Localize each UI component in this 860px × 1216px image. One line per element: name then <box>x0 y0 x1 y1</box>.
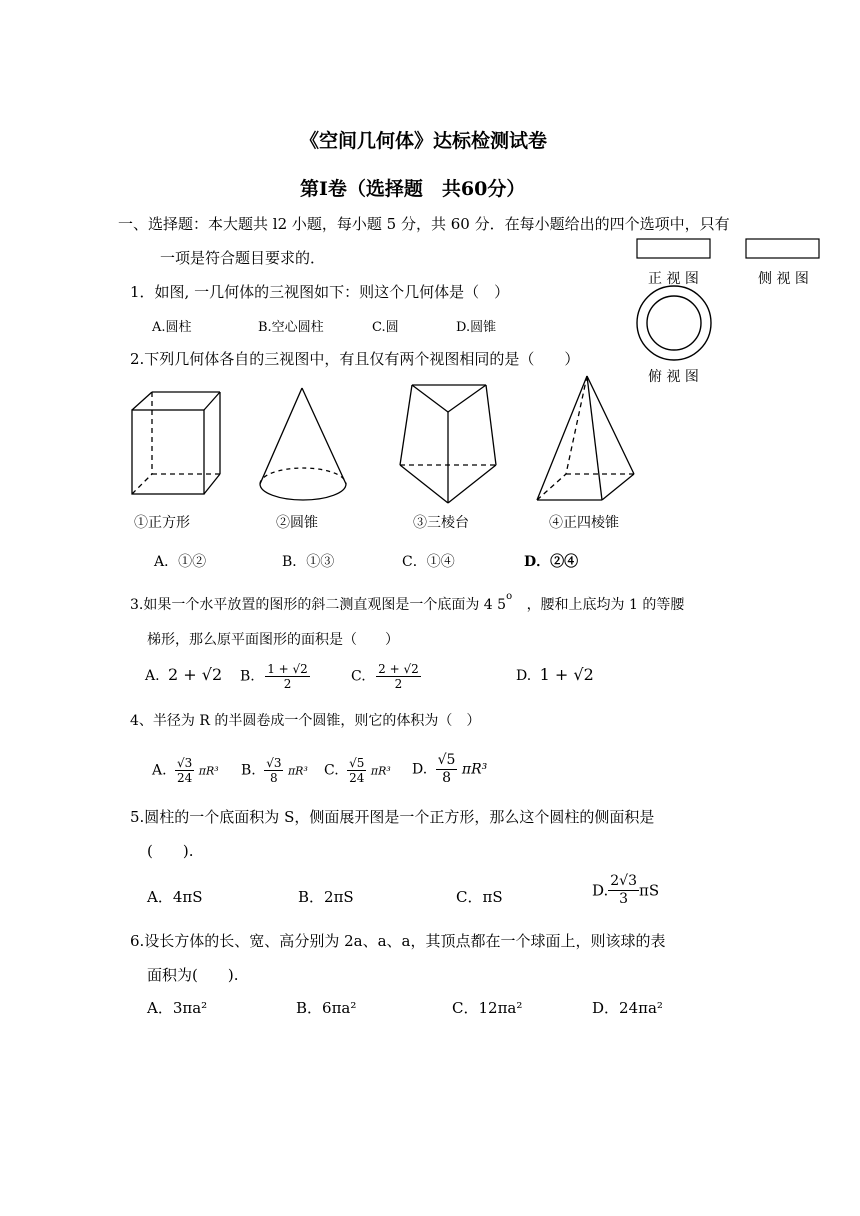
q3-option-c-denominator: 2 <box>394 677 403 691</box>
q4-option-a-tail: πR³ <box>198 764 219 778</box>
frustum-figure <box>400 385 496 503</box>
q4-option-c-numerator: √5 <box>349 756 365 770</box>
q5-stem: 5.圆柱的一个底面积为 S，侧面展开图是一个正方形，那么这个圆柱的侧面积是 <box>130 808 655 826</box>
q2-figure-label-2: ②圆锥 <box>276 515 318 531</box>
q4-option-b <box>241 756 308 785</box>
q6-option-b: B．6πa² <box>296 999 357 1017</box>
front-view-label: 正 视 图 <box>648 271 699 287</box>
q1-option-a: A.圆柱 <box>152 320 192 335</box>
q5-option-c: C．πS <box>456 888 503 906</box>
q6-option-a: A．3πa² <box>147 999 208 1017</box>
q3-option-b-letter: B. <box>240 668 255 685</box>
q3-option-a-value: 2 + √2 <box>168 665 223 684</box>
q3-option-d-value: 1 + √2 <box>539 665 594 684</box>
q3-stem-text-b: ，腰和上底均为 1 的等腰 <box>526 597 685 613</box>
q6-stem-tail: 面积为( ). <box>147 966 239 984</box>
q1-option-c: C.圆 <box>372 320 399 335</box>
section-intro-line1: 一、选择题：本大题共 l2 小题，每小题 5 分，共 60 分．在每小题给出的四个选项中，只有 <box>118 215 730 233</box>
q3-option-d <box>516 665 594 684</box>
top-view-label: 俯 视 图 <box>648 369 699 385</box>
q3-option-b-numerator: 1 + √2 <box>267 662 308 676</box>
q2-figure-label-4: ④正四棱锥 <box>549 515 619 531</box>
q5-option-d-denominator: 3 <box>619 891 629 907</box>
q4-option-d <box>412 752 487 787</box>
q2-option-d: D．②④ <box>524 554 579 570</box>
pyramid-figure <box>537 376 634 500</box>
section-intro-line2: 一项是符合题目要求的． <box>160 249 326 267</box>
q3-degree-mark: o <box>506 591 513 603</box>
cone-figure <box>260 388 346 500</box>
q4-option-c-denominator: 24 <box>349 771 365 785</box>
q4-option-b-denominator: 8 <box>270 771 278 785</box>
q4-option-c-letter: C. <box>324 762 339 779</box>
q3-option-c-letter: C. <box>351 668 366 685</box>
q2-figure-label-1: ①正方形 <box>134 515 190 531</box>
q3-option-c-numerator: 2 + √2 <box>378 662 419 676</box>
q3-stem-part2: 梯形，那么原平面图形的面积是（ ） <box>147 632 399 648</box>
q4-option-a <box>152 756 219 785</box>
q4-option-b-numerator: √3 <box>266 756 282 770</box>
q5-stem-paren: ( ). <box>147 842 194 860</box>
q3-option-b <box>240 662 310 691</box>
q5-option-d-tail: πS <box>639 881 660 900</box>
q1-option-d: D.圆锥 <box>456 320 497 335</box>
q4-option-d-denominator: 8 <box>442 770 452 786</box>
q4-option-b-tail: πR³ <box>287 764 308 778</box>
q3-option-a <box>145 665 222 684</box>
q4-option-d-letter: D. <box>412 761 428 778</box>
q5-option-d-numerator: 2√3 <box>610 873 638 889</box>
page-title: 《空间几何体》达标检测试卷 <box>300 130 548 152</box>
q4-option-a-numerator: √3 <box>177 756 193 770</box>
q3-option-c <box>351 662 421 691</box>
q3-stem-part1 <box>130 591 685 614</box>
q4-option-c <box>324 756 391 785</box>
q6-option-d: D．24πa² <box>592 999 663 1017</box>
q4-option-d-numerator: √5 <box>437 752 456 768</box>
q4-option-a-denominator: 24 <box>177 771 193 785</box>
q5-option-a: A．4πS <box>147 888 203 906</box>
q3-option-a-letter: A. <box>145 668 160 684</box>
q1-stem: 1．如图, 一几何体的三视图如下：则这个几何体是（ ） <box>130 283 510 301</box>
q5-option-b: B．2πS <box>298 888 354 906</box>
q4-option-b-letter: B. <box>241 762 256 779</box>
side-view-label: 侧 视 图 <box>758 271 809 287</box>
q2-option-c: C．①④ <box>402 554 455 570</box>
q6-option-c: C．12πa² <box>452 999 523 1017</box>
q5-option-d-letter: D. <box>592 881 609 900</box>
q2-option-b: B．①③ <box>282 554 335 570</box>
q4-option-a-letter: A. <box>152 762 167 779</box>
page-subtitle: 第Ⅰ卷（选择题 共60分） <box>300 178 526 200</box>
q2-figure-label-3: ③三棱台 <box>413 515 469 531</box>
q3-option-d-letter: D. <box>516 668 532 684</box>
q6-stem: 6.设长方体的长、宽、高分别为 2a、a、a，其顶点都在一个球面上，则该球的表 <box>130 932 666 950</box>
cube-figure <box>132 392 220 494</box>
q4-option-c-tail: πR³ <box>370 764 391 778</box>
q1-option-b: B.空心圆柱 <box>258 320 324 335</box>
q4-stem: 4、半径为 R 的半圆卷成一个圆锥，则它的体积为（ ） <box>130 713 481 729</box>
q4-option-d-tail: πR³ <box>461 761 488 778</box>
q3-option-b-denominator: 2 <box>283 677 292 691</box>
q3-stem-text-a: 3.如果一个水平放置的图形的斜二测直观图是一个底面为 4 5 <box>130 597 507 613</box>
q2-option-a: A．①② <box>154 554 207 570</box>
q5-option-d <box>592 873 659 908</box>
q2-stem: 2.下列几何体各自的三视图中，有且仅有两个视图相同的是（ ） <box>130 350 580 368</box>
